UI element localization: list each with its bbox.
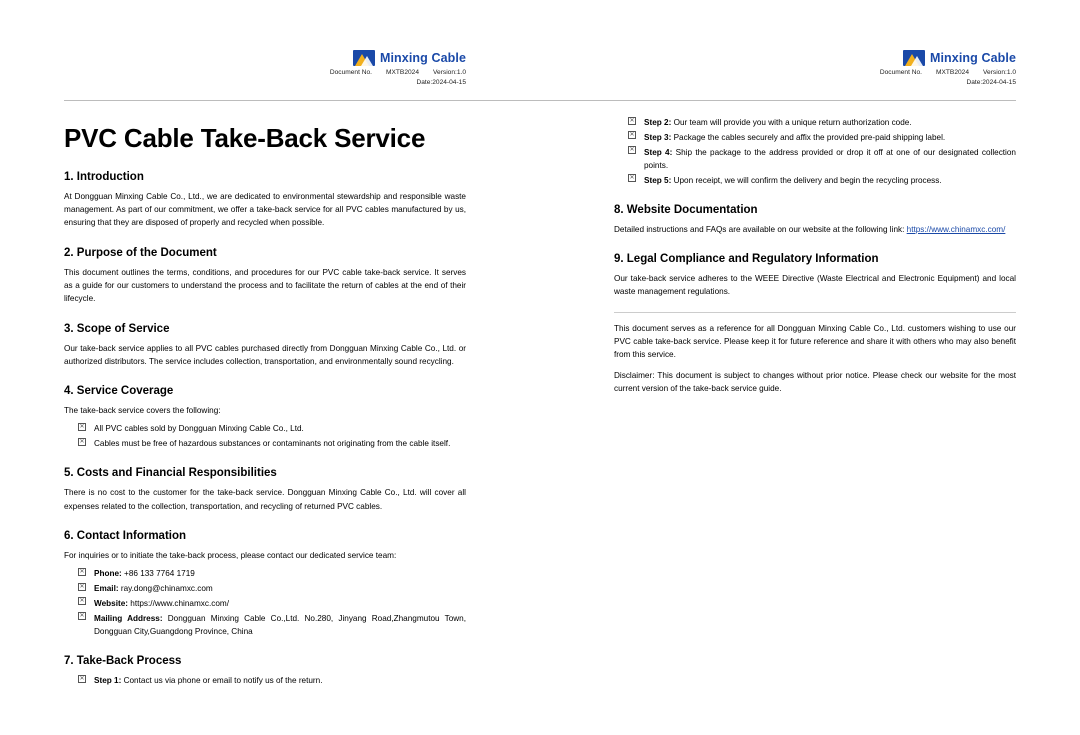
step-text: Package the cables securely and affix the provided pre-paid shipping label. — [673, 132, 946, 142]
doc-no-value: MXTB2024 — [936, 69, 969, 76]
section-body-purpose: This document outlines the terms, conditions, and procedures for our PVC cable take-back service. It serves as a guide for our customers to understand the process and to facilitate the return of cables at the end of their lifecycle. — [64, 267, 466, 304]
checkbox-icon — [628, 117, 636, 125]
brand-logo-left — [64, 50, 466, 66]
list-item-step-3 — [628, 131, 1016, 144]
section-intro-contact: For inquiries or to initiate the take-back process, please contact our dedicated service team: — [64, 551, 397, 561]
checkbox-icon — [78, 438, 86, 446]
step-label: Step 1: — [94, 676, 122, 686]
doc-date: Date:2024-04-15 — [966, 79, 1016, 87]
step-text: Ship the package to the address provided or drop it off at one of our designated collection points. — [644, 147, 1016, 170]
take-back-process-list-right — [614, 116, 1016, 187]
checkbox-icon — [78, 568, 86, 576]
doc-no-value: MXTB2024 — [386, 69, 419, 76]
section-intro-service-coverage: The take-back service covers the following: — [64, 406, 221, 416]
list-item-text: Cables must be free of hazardous substances or contaminants not originating from the cable itself. — [94, 439, 451, 449]
contact-label-email: Email: — [94, 584, 119, 594]
section-body-legal-compliance: Our take-back service adheres to the WEEE Directive (Waste Electrical and Electronic Equipment) and local waste management regulations. — [614, 274, 1016, 297]
service-coverage-list — [64, 422, 466, 450]
section-heading-take-back-process: 7. Take-Back Process — [64, 655, 182, 668]
section-heading-legal-compliance: 9. Legal Compliance and Regulatory Information — [614, 253, 879, 266]
header-divider — [64, 100, 1016, 101]
doc-date: Date:2024-04-15 — [416, 79, 466, 87]
list-item-website — [78, 597, 466, 610]
contact-value-email[interactable]: ray.dong@chinamxc.com — [120, 584, 213, 594]
step-label: Step 3: — [644, 132, 672, 142]
doc-no-label: Document No. — [329, 69, 372, 76]
page-header-left — [64, 50, 466, 100]
document-meta-right — [614, 68, 1016, 88]
closing-paragraph: This document serves as a reference for all Dongguan Minxing Cable Co., Ltd. customers wishing to use our PVC cable take-back service. Please keep it for future reference and share it with others who may also benefit from this service. — [614, 323, 1016, 360]
section-body-introduction: At Dongguan Minxing Cable Co., Ltd., we are dedicated to environmental stewardship and responsible waste management. As part of our commitment, we offer a take-back service for all PVC cables manufactured by us, ensuring that they are disposed of properly and recycled when possible. — [64, 191, 466, 228]
minxing-cable-logo-icon — [353, 50, 375, 66]
contact-label-address: Mailing Address: — [94, 613, 163, 623]
contact-list — [64, 567, 466, 638]
brand-name: Minxing Cable — [379, 51, 466, 65]
contact-label-phone: Phone: — [94, 569, 122, 579]
divider — [614, 312, 1016, 313]
checkbox-icon — [78, 597, 86, 605]
section-body-scope: Our take-back service applies to all PVC cables purchased directly from Dongguan Minxing Cable Co., Ltd. or authorized distributors. The service includes collection, transportation, and environmentally sound recycling. — [64, 343, 466, 366]
section-body-website-documentation — [614, 223, 1016, 236]
section-heading-service-coverage: 4. Service Coverage — [64, 385, 174, 398]
checkbox-icon — [628, 146, 636, 154]
list-item-mailing-address — [78, 612, 466, 639]
brand-logo-right — [614, 50, 1016, 66]
contact-label-website: Website: — [94, 598, 128, 608]
brand-name: Minxing Cable — [929, 51, 1016, 65]
document-meta-left — [64, 68, 466, 88]
checkbox-icon — [78, 675, 86, 683]
list-item-step-1 — [78, 674, 466, 687]
checkbox-icon — [78, 612, 86, 620]
checkbox-icon — [78, 423, 86, 431]
minxing-cable-logo-icon — [903, 50, 925, 66]
section-heading-website-documentation: 8. Website Documentation — [614, 203, 758, 216]
list-item-step-2 — [628, 116, 1016, 129]
section-heading-introduction: 1. Introduction — [64, 170, 144, 183]
list-item-email — [78, 582, 466, 595]
doc-version: Version:1.0 — [983, 69, 1016, 76]
step-label: Step 5: — [644, 175, 672, 185]
page-title: PVC Cable Take-Back Service — [64, 123, 426, 153]
checkbox-icon — [78, 583, 86, 591]
section-heading-contact: 6. Contact Information — [64, 530, 187, 543]
section-heading-costs: 5. Costs and Financial Responsibilities — [64, 467, 277, 480]
page-header-right — [614, 50, 1016, 100]
contact-value-phone: +86 133 7764 1719 — [124, 569, 195, 579]
list-item-phone — [78, 567, 466, 580]
list-item-text: All PVC cables sold by Dongguan Minxing Cable Co., Ltd. — [94, 424, 304, 434]
disclaimer-paragraph: Disclaimer: This document is subject to changes without prior notice. Please check our website for the most current version of the take-back service guide. — [614, 370, 1016, 393]
checkbox-icon — [628, 131, 636, 139]
doc-no-label: Document No. — [879, 69, 922, 76]
step-text: Upon receipt, we will confirm the delivery and begin the recycling process. — [673, 175, 942, 185]
contact-value-website[interactable]: https://www.chinamxc.com/ — [130, 598, 229, 608]
checkbox-icon — [628, 174, 636, 182]
list-item-step-5 — [628, 174, 1016, 187]
section-body-costs: There is no cost to the customer for the take-back service. Dongguan Minxing Cable Co., Ltd. will cover all expenses related to the collection, transportation, and recycling of returned PVC cables. — [64, 488, 466, 511]
step-label: Step 2: — [644, 118, 672, 127]
list-item — [78, 422, 466, 435]
website-doc-text: Detailed instructions and FAQs are available on our website at the following link: — [614, 224, 907, 234]
list-item-step-4 — [628, 146, 1016, 173]
step-text: Our team will provide you with a unique return authorization code. — [673, 118, 912, 127]
contact-value-address: Dongguan Minxing Cable Co.,Ltd. No.280, Jinyang Road,Zhangmutou Town, Dongguan City,Guangdong Province, China — [94, 613, 466, 636]
section-heading-purpose: 2. Purpose of the Document — [64, 246, 217, 259]
doc-version: Version:1.0 — [433, 69, 466, 76]
step-text: Contact us via phone or email to notify us of the return. — [123, 676, 323, 686]
section-heading-scope: 3. Scope of Service — [64, 322, 170, 335]
take-back-process-list-left — [64, 674, 466, 687]
right-column — [540, 0, 1080, 735]
website-link[interactable]: https://www.chinamxc.com/ — [906, 224, 1006, 234]
step-label: Step 4: — [644, 147, 673, 157]
list-item — [78, 437, 466, 450]
